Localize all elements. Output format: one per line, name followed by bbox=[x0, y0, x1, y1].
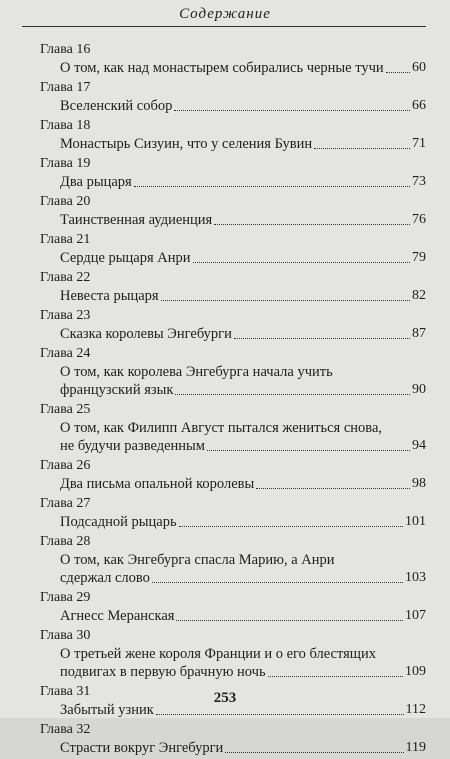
toc-entry bbox=[40, 627, 426, 681]
toc-entry bbox=[40, 457, 426, 493]
dot-leader bbox=[225, 752, 403, 753]
chapter-title-row bbox=[60, 249, 426, 267]
chapter-label: Глава 30 bbox=[40, 628, 91, 643]
chapter-label: Глава 21 bbox=[40, 232, 91, 247]
chapter-label: Глава 26 bbox=[40, 458, 91, 473]
chapter-title: подвигах в первую брачную ночь bbox=[60, 664, 266, 680]
chapter-page-number: 87 bbox=[412, 326, 426, 341]
chapter-page-number: 94 bbox=[412, 438, 426, 453]
toc-entry bbox=[40, 41, 426, 77]
dot-leader bbox=[234, 338, 410, 339]
toc-entry bbox=[40, 269, 426, 305]
chapter-title-row bbox=[60, 513, 426, 531]
chapter-page-number: 79 bbox=[412, 250, 426, 265]
chapter-label: Глава 28 bbox=[40, 534, 91, 549]
chapter-title: Два письма опальной королевы bbox=[60, 476, 255, 492]
chapter-title: Вселенский собор bbox=[60, 98, 173, 114]
chapter-title-row bbox=[60, 569, 426, 587]
toc-entry bbox=[40, 155, 426, 191]
toc-entry bbox=[40, 117, 426, 153]
chapter-title: Забытый узник bbox=[60, 702, 154, 718]
chapter-title: Страсти вокруг Энгебурги bbox=[60, 740, 224, 756]
chapter-page-number: 109 bbox=[405, 664, 426, 679]
chapter-title-row bbox=[60, 437, 426, 455]
dot-leader bbox=[174, 110, 410, 111]
toc-entry bbox=[40, 495, 426, 531]
chapter-page-number: 73 bbox=[412, 174, 426, 189]
chapter-title: Монастырь Сизуин, что у селения Бувин bbox=[60, 136, 313, 152]
chapter-title-row bbox=[60, 135, 426, 153]
chapter-title: Сердце рыцаря Анри bbox=[60, 250, 191, 266]
dot-leader bbox=[193, 262, 410, 263]
dot-leader bbox=[179, 526, 403, 527]
chapter-label: Глава 17 bbox=[40, 80, 91, 95]
chapter-label: Глава 19 bbox=[40, 156, 91, 171]
chapter-title-row bbox=[60, 381, 426, 399]
chapter-label: Глава 22 bbox=[40, 270, 91, 285]
chapter-title-row bbox=[60, 97, 426, 115]
chapter-title-row bbox=[60, 739, 426, 757]
chapter-label: Глава 31 bbox=[40, 684, 91, 699]
dot-leader bbox=[256, 488, 410, 489]
chapter-title-line: О том, как Филипп Август пытался жениться снова, bbox=[60, 420, 383, 436]
table-of-contents bbox=[40, 41, 426, 759]
toc-entry bbox=[40, 307, 426, 343]
chapter-title-line: О том, как королева Энгебурга начала учить bbox=[60, 364, 333, 380]
running-header bbox=[0, 0, 450, 30]
chapter-label: Глава 32 bbox=[40, 722, 91, 737]
chapter-title: Два рыцаря bbox=[60, 174, 132, 190]
chapter-page-number: 112 bbox=[405, 702, 426, 717]
chapter-page-number: 90 bbox=[412, 382, 426, 397]
chapter-title: Агнесс Меранская bbox=[60, 608, 175, 624]
chapter-title: французский язык bbox=[60, 382, 174, 398]
dot-leader bbox=[156, 714, 404, 715]
toc-entry bbox=[40, 193, 426, 229]
chapter-title: Сказка королевы Энгебурги bbox=[60, 326, 232, 342]
chapter-page-number: 103 bbox=[405, 570, 426, 585]
dot-leader bbox=[134, 186, 410, 187]
chapter-title: Таинственная аудиенция bbox=[60, 212, 213, 228]
chapter-label: Глава 18 bbox=[40, 118, 91, 133]
toc-entry bbox=[40, 231, 426, 267]
dot-leader bbox=[175, 394, 410, 395]
page-number: 253 bbox=[213, 690, 237, 706]
chapter-label: Глава 27 bbox=[40, 496, 91, 511]
chapter-title-line: О третьей жене короля Франции и о его блестящих bbox=[60, 646, 376, 662]
chapter-label: Глава 29 bbox=[40, 590, 91, 605]
chapter-page-number: 119 bbox=[405, 740, 426, 755]
toc-entry bbox=[40, 345, 426, 399]
dot-leader bbox=[268, 676, 403, 677]
dot-leader bbox=[386, 72, 410, 73]
chapter-title-row bbox=[60, 663, 426, 681]
header-rule bbox=[22, 26, 426, 27]
chapter-label: Глава 25 bbox=[40, 402, 91, 417]
chapter-title: сдержал слово bbox=[60, 570, 150, 586]
chapter-page-number: 101 bbox=[405, 514, 426, 529]
chapter-title: О том, как над монастырем собирались черные тучи bbox=[60, 60, 384, 76]
chapter-page-number: 76 bbox=[412, 212, 426, 227]
chapter-label: Глава 16 bbox=[40, 42, 91, 57]
chapter-title: Невеста рыцаря bbox=[60, 288, 159, 304]
chapter-label: Глава 24 bbox=[40, 346, 91, 361]
chapter-page-number: 66 bbox=[412, 98, 426, 113]
chapter-title-line: О том, как Энгебурга спасла Марию, а Анри bbox=[60, 552, 335, 568]
dot-leader bbox=[176, 620, 403, 621]
chapter-page-number: 98 bbox=[412, 476, 426, 491]
chapter-page-number: 60 bbox=[412, 60, 426, 75]
dot-leader bbox=[214, 224, 410, 225]
chapter-title: Подсадной рыцарь bbox=[60, 514, 177, 530]
toc-entry bbox=[40, 401, 426, 455]
dot-leader bbox=[161, 300, 410, 301]
chapter-page-number: 107 bbox=[405, 608, 426, 623]
chapter-label: Глава 23 bbox=[40, 308, 91, 323]
dot-leader bbox=[207, 450, 410, 451]
chapter-title-row bbox=[60, 287, 426, 305]
chapter-page-number: 82 bbox=[412, 288, 426, 303]
toc-entry bbox=[40, 79, 426, 115]
toc-entry bbox=[40, 533, 426, 587]
toc-entry bbox=[40, 721, 426, 757]
chapter-page-number: 71 bbox=[412, 136, 426, 151]
toc-entry bbox=[40, 589, 426, 625]
running-header-title: Содержание bbox=[179, 6, 271, 22]
chapter-title: не будучи разведенным bbox=[60, 438, 205, 454]
dot-leader bbox=[314, 148, 410, 149]
chapter-title-row bbox=[60, 211, 426, 229]
chapter-title-row bbox=[60, 325, 426, 343]
chapter-label: Глава 20 bbox=[40, 194, 91, 209]
chapter-title-row bbox=[60, 475, 426, 493]
chapter-title-row bbox=[60, 173, 426, 191]
chapter-title-row bbox=[60, 59, 426, 77]
dot-leader bbox=[152, 582, 403, 583]
chapter-title-row bbox=[60, 607, 426, 625]
